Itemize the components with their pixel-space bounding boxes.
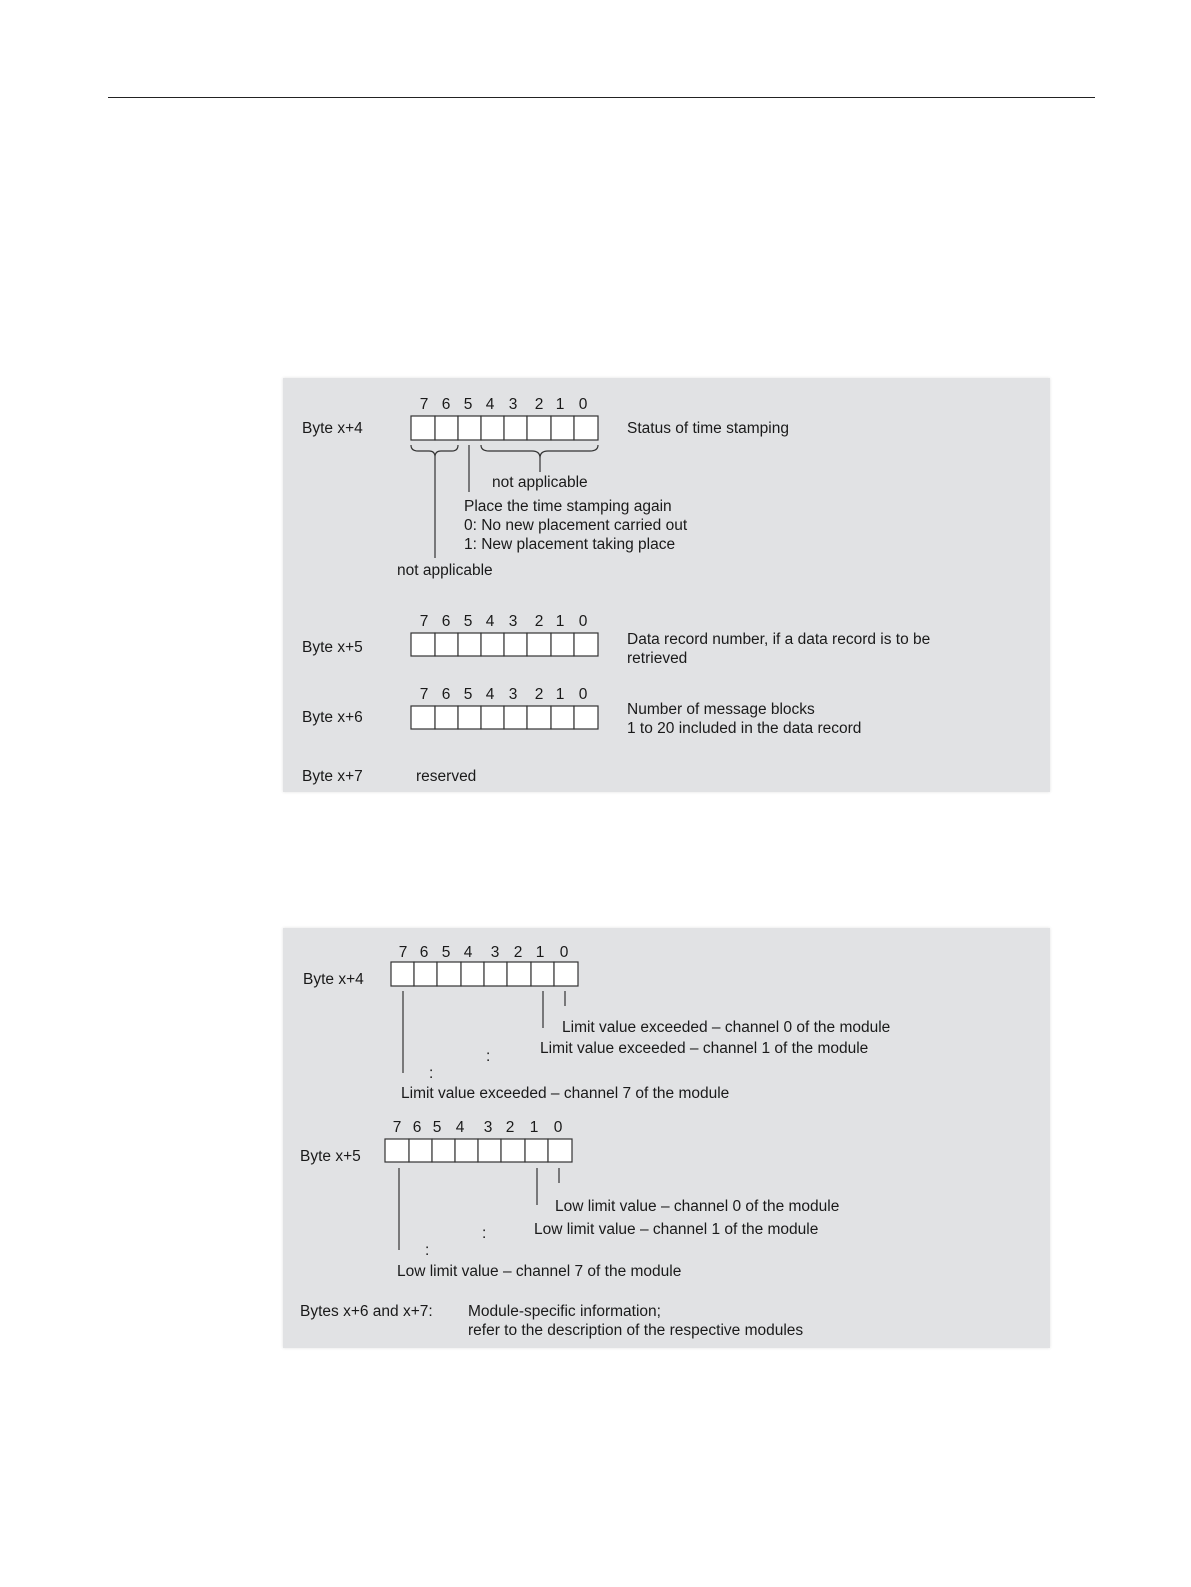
bit-3: 3 — [508, 686, 518, 703]
bit-1: 1 — [529, 1119, 539, 1136]
bit-headers-x4 — [420, 396, 588, 413]
bit-5: 5 — [432, 1119, 442, 1136]
bit-0: 0 — [578, 396, 588, 413]
bit-5: 5 — [463, 396, 473, 413]
bit-7: 7 — [398, 944, 408, 961]
bit-7: 7 — [419, 686, 429, 703]
bit-4: 4 — [463, 944, 473, 961]
bit-3: 3 — [508, 396, 518, 413]
bit-4: 4 — [455, 1119, 465, 1136]
bit-5: 5 — [441, 944, 451, 961]
byte-x6-desc-1: Number of message blocks — [627, 701, 815, 718]
low-ellipsis-2: : — [425, 1242, 430, 1259]
bit-5: 5 — [463, 686, 473, 703]
not-applicable-low: not applicable — [492, 474, 588, 491]
bit-7: 7 — [419, 396, 429, 413]
bit-3: 3 — [490, 944, 500, 961]
bit-4: 4 — [485, 686, 495, 703]
bytes-x6-x7-line1: Module-specific information; — [468, 1303, 661, 1320]
limit-ellipsis-1: : — [486, 1048, 491, 1065]
limit-ellipsis-2: : — [429, 1065, 434, 1082]
bit-3: 3 — [508, 613, 518, 630]
byte-x4-label: Byte x+4 — [303, 971, 364, 988]
bit-boxes-x4 — [391, 962, 578, 986]
time-stamping-diagram-svg — [283, 378, 1050, 792]
bit-boxes-x5 — [411, 633, 598, 656]
bit-2: 2 — [505, 1119, 515, 1136]
bit-6: 6 — [441, 686, 451, 703]
bit-2: 2 — [534, 396, 544, 413]
low-ch1: Low limit value – channel 1 of the module — [534, 1221, 819, 1238]
byte-x5-desc-2: retrieved — [627, 650, 688, 667]
bit-0: 0 — [578, 686, 588, 703]
bit-6: 6 — [441, 613, 451, 630]
bit-boxes-x4 — [411, 416, 598, 440]
not-applicable-high: not applicable — [397, 562, 493, 579]
bit-6: 6 — [419, 944, 429, 961]
bit-2: 2 — [513, 944, 523, 961]
byte-x4-label: Byte x+4 — [302, 420, 363, 437]
bit-7: 7 — [419, 613, 429, 630]
limit-ch1: Limit value exceeded – channel 1 of the module — [540, 1040, 869, 1057]
bit-0: 0 — [553, 1119, 563, 1136]
bit-boxes-x5 — [385, 1139, 572, 1162]
limit-value-diagram-svg — [283, 928, 1050, 1348]
byte-x5-desc-1: Data record number, if a data record is to be — [627, 631, 931, 648]
byte-x6-desc-2: 1 to 20 included in the data record — [627, 720, 862, 737]
bytes-x6-x7-line2: refer to the description of the respective modules — [468, 1322, 804, 1339]
bit-0: 0 — [559, 944, 569, 961]
byte-x5-label: Byte x+5 — [302, 639, 363, 656]
byte-x7-label: Byte x+7 — [302, 768, 363, 785]
limit-value-diagram — [283, 928, 1050, 1348]
bit-7: 7 — [392, 1119, 402, 1136]
bit-4: 4 — [485, 396, 495, 413]
low-ch0: Low limit value – channel 0 of the module — [555, 1198, 840, 1215]
place-title: Place the time stamping again — [464, 498, 672, 515]
bit-6: 6 — [412, 1119, 422, 1136]
byte-x5-label: Byte x+5 — [300, 1148, 361, 1165]
byte-x7-value: reserved — [416, 768, 477, 785]
brace-bits-7-6 — [411, 445, 458, 457]
bit-headers-x4 — [399, 944, 569, 961]
byte-x6-label: Byte x+6 — [302, 709, 363, 726]
place-option-1: 1: New placement taking place — [464, 536, 676, 553]
bit-2: 2 — [534, 686, 544, 703]
low-ch7: Low limit value – channel 7 of the module — [397, 1263, 682, 1280]
page-header-rule — [108, 97, 1095, 98]
bit-3: 3 — [483, 1119, 493, 1136]
time-stamping-diagram — [283, 378, 1050, 792]
bit-1: 1 — [555, 686, 565, 703]
limit-ch7: Limit value exceeded – channel 7 of the module — [401, 1085, 730, 1102]
bit-1: 1 — [555, 613, 565, 630]
bit-4: 4 — [485, 613, 495, 630]
place-option-0: 0: No new placement carried out — [464, 517, 688, 534]
low-ellipsis-1: : — [482, 1225, 487, 1242]
brace-bits-4-0 — [481, 445, 598, 458]
bit-1: 1 — [535, 944, 545, 961]
limit-ch0: Limit value exceeded – channel 0 of the module — [562, 1019, 891, 1036]
byte-x4-desc: Status of time stamping — [627, 420, 789, 437]
bit-1: 1 — [555, 396, 565, 413]
bit-6: 6 — [441, 396, 451, 413]
bit-0: 0 — [578, 613, 588, 630]
bit-5: 5 — [463, 613, 473, 630]
bytes-x6-x7-label: Bytes x+6 and x+7: — [300, 1303, 433, 1320]
bit-headers-x5 — [393, 1119, 563, 1136]
bit-headers-x5 — [420, 613, 588, 630]
bit-boxes-x6 — [411, 706, 598, 729]
bit-headers-x6 — [420, 686, 588, 703]
bit-2: 2 — [534, 613, 544, 630]
